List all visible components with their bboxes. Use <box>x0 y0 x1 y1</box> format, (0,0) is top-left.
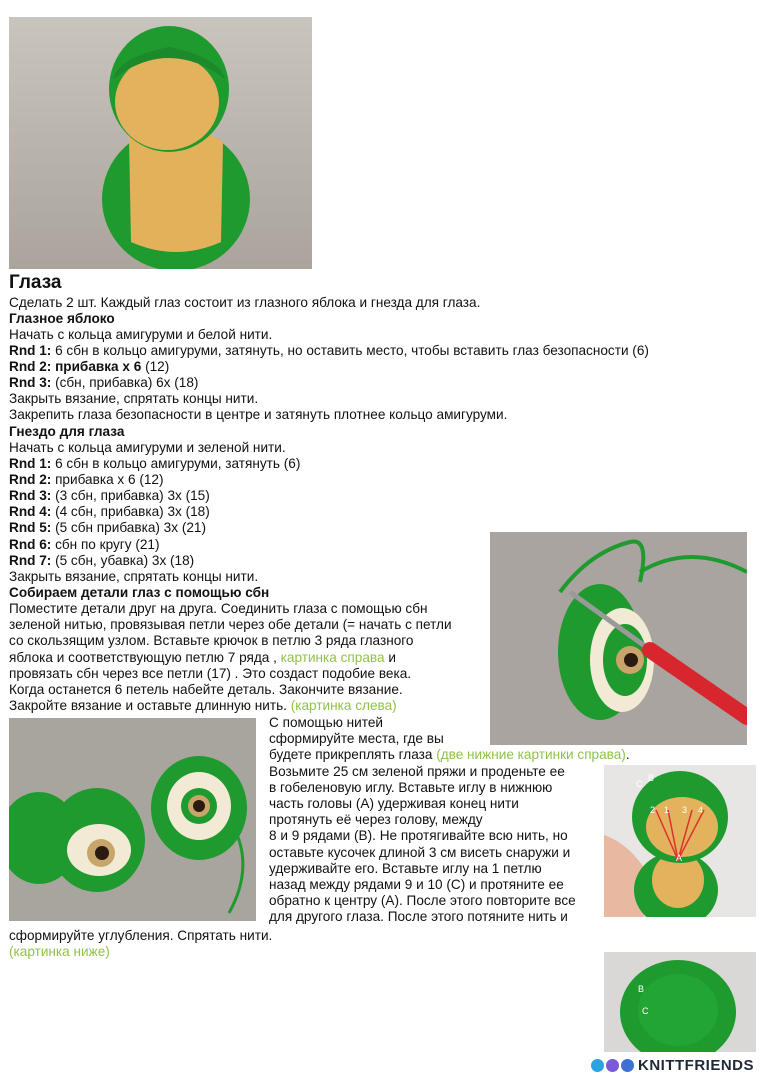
shaping-line: обратно к центру (А). После этого повторите все <box>269 893 576 909</box>
telegram-icon <box>591 1059 604 1072</box>
label-3: 3 <box>682 805 688 815</box>
label-b: B <box>648 773 655 783</box>
label-2: 2 <box>650 805 656 815</box>
shaping-line: будете прикреплять глаза (две нижние картинки справа). <box>269 747 630 763</box>
eyeball-start: Начать с кольца амигуруми и белой нити. <box>9 327 273 342</box>
shaping-line: назад между рядами 9 и 10 (С) и протяните ее <box>269 877 564 893</box>
shaping-line: С помощью нитей <box>269 715 383 730</box>
eyeball-close: Закрыть вязание, спрятать концы нити. <box>9 391 259 406</box>
viber-icon <box>606 1059 619 1072</box>
shaping-line: (картинка ниже) <box>9 944 110 959</box>
assembly-line: провязать сбн через все петли (17) . Это создаст подобие века. <box>9 666 412 681</box>
photo-head-finished <box>604 952 756 1052</box>
assembly-line: яблока и соответствующую петлю 7 ряда , картинка справа и <box>9 650 396 665</box>
photo-hook-eye <box>490 532 747 745</box>
label-4: 4 <box>698 805 704 815</box>
shaping-line: сформируйте углубления. Спрятать нити. <box>9 928 273 943</box>
photo-two-eyes <box>9 718 256 921</box>
shaping-line: протянуть её через голову, между <box>269 812 483 828</box>
assembly-heading: Собираем детали глаз с помощью сбн <box>9 585 270 600</box>
socket-rnd: Rnd 4: (4 сбн, прибавка) 3х (18) <box>9 504 210 519</box>
photo-head-threads <box>604 765 756 917</box>
shaping-line: удерживайте его. Вставьте иглу на 1 петлю <box>269 860 542 876</box>
brand-name: KNITTFRIENDS <box>638 1057 754 1074</box>
eyeball-rnd-1: Rnd 1: 6 сбн в кольцо амигуруми, затянуть, но оставить место, чтобы вставить глаз безопасности (6) <box>9 343 649 358</box>
shaping-text <box>269 715 630 926</box>
brand-footer <box>591 1057 754 1074</box>
shaping-line: Возьмите 25 см зеленой пряжи и проденьте ее <box>269 763 565 779</box>
socket-rnd: Rnd 2: прибавка х 6 (12) <box>9 472 164 487</box>
socket-rnd: Rnd 6: сбн по кругу (21) <box>9 537 160 552</box>
vk-icon <box>621 1059 634 1072</box>
eyeball-rnd-3: Rnd 3: (сбн, прибавка) 6х (18) <box>9 375 199 390</box>
socket-rnd: Rnd 5: (5 сбн прибавка) 3х (21) <box>9 520 206 535</box>
assembly-line: Закройте вязание и оставьте длинную нить. (картинка слева) <box>9 698 397 713</box>
eyeball-fix: Закрепить глаза безопасности в центре и затянуть плотнее кольцо амигуруми. <box>9 407 508 422</box>
shaping-line: сформируйте места, где вы <box>269 731 444 747</box>
assembly-line: со скользящим узлом. Вставьте крючок в петлю 3 ряда глазного <box>9 633 414 648</box>
label-c: C <box>636 779 643 789</box>
socket-start: Начать с кольца амигуруми и зеленой нити. <box>9 440 286 455</box>
socket-close: Закрыть вязание, спрятать концы нити. <box>9 569 259 584</box>
section-title: Глаза <box>9 272 62 293</box>
assembly-line: Поместите детали друг на друга. Соединить глаза с помощью сбн <box>9 601 428 616</box>
shaping-line: 8 и 9 рядами (В). Не протягивайте всю нить, но <box>269 828 568 844</box>
label-a: A <box>676 853 683 863</box>
assembly-line: Когда останется 6 петель набейте деталь. Закончите вязание. <box>9 682 403 697</box>
socket-rnd: Rnd 1: 6 сбн в кольцо амигуруми, затянуть (6) <box>9 456 301 471</box>
photo-turtle-front <box>9 17 312 269</box>
socket-rnd: Rnd 3: (3 сбн, прибавка) 3х (15) <box>9 488 210 503</box>
assembly-line: зеленой нитью, провязывая петли через обе детали (= начать с петли <box>9 617 452 632</box>
shaping-line: для другого глаза. После этого потяните нить и <box>269 909 568 925</box>
socket-heading: Гнездо для глаза <box>9 424 125 439</box>
eyeball-rnd-2: Rnd 2: прибавка х 6 (12) <box>9 359 170 374</box>
label-c-2: C <box>642 1006 649 1016</box>
shaping-line: часть головы (А) удерживая конец нити <box>269 796 519 812</box>
shaping-line: в гобеленовую иглу. Вставьте иглу в нижнюю <box>269 779 553 795</box>
label-b-2: B <box>638 984 645 994</box>
intro-text: Сделать 2 шт. Каждый глаз состоит из глазного яблока и гнезда для глаза. <box>9 295 481 310</box>
label-1: 1 <box>664 805 670 815</box>
eyeball-heading: Глазное яблоко <box>9 311 115 326</box>
shaping-line: оставьте кусочек длиной 3 см висеть снаружи и <box>269 844 571 860</box>
socket-rnd: Rnd 7: (5 сбн, убавка) 3х (18) <box>9 553 195 568</box>
